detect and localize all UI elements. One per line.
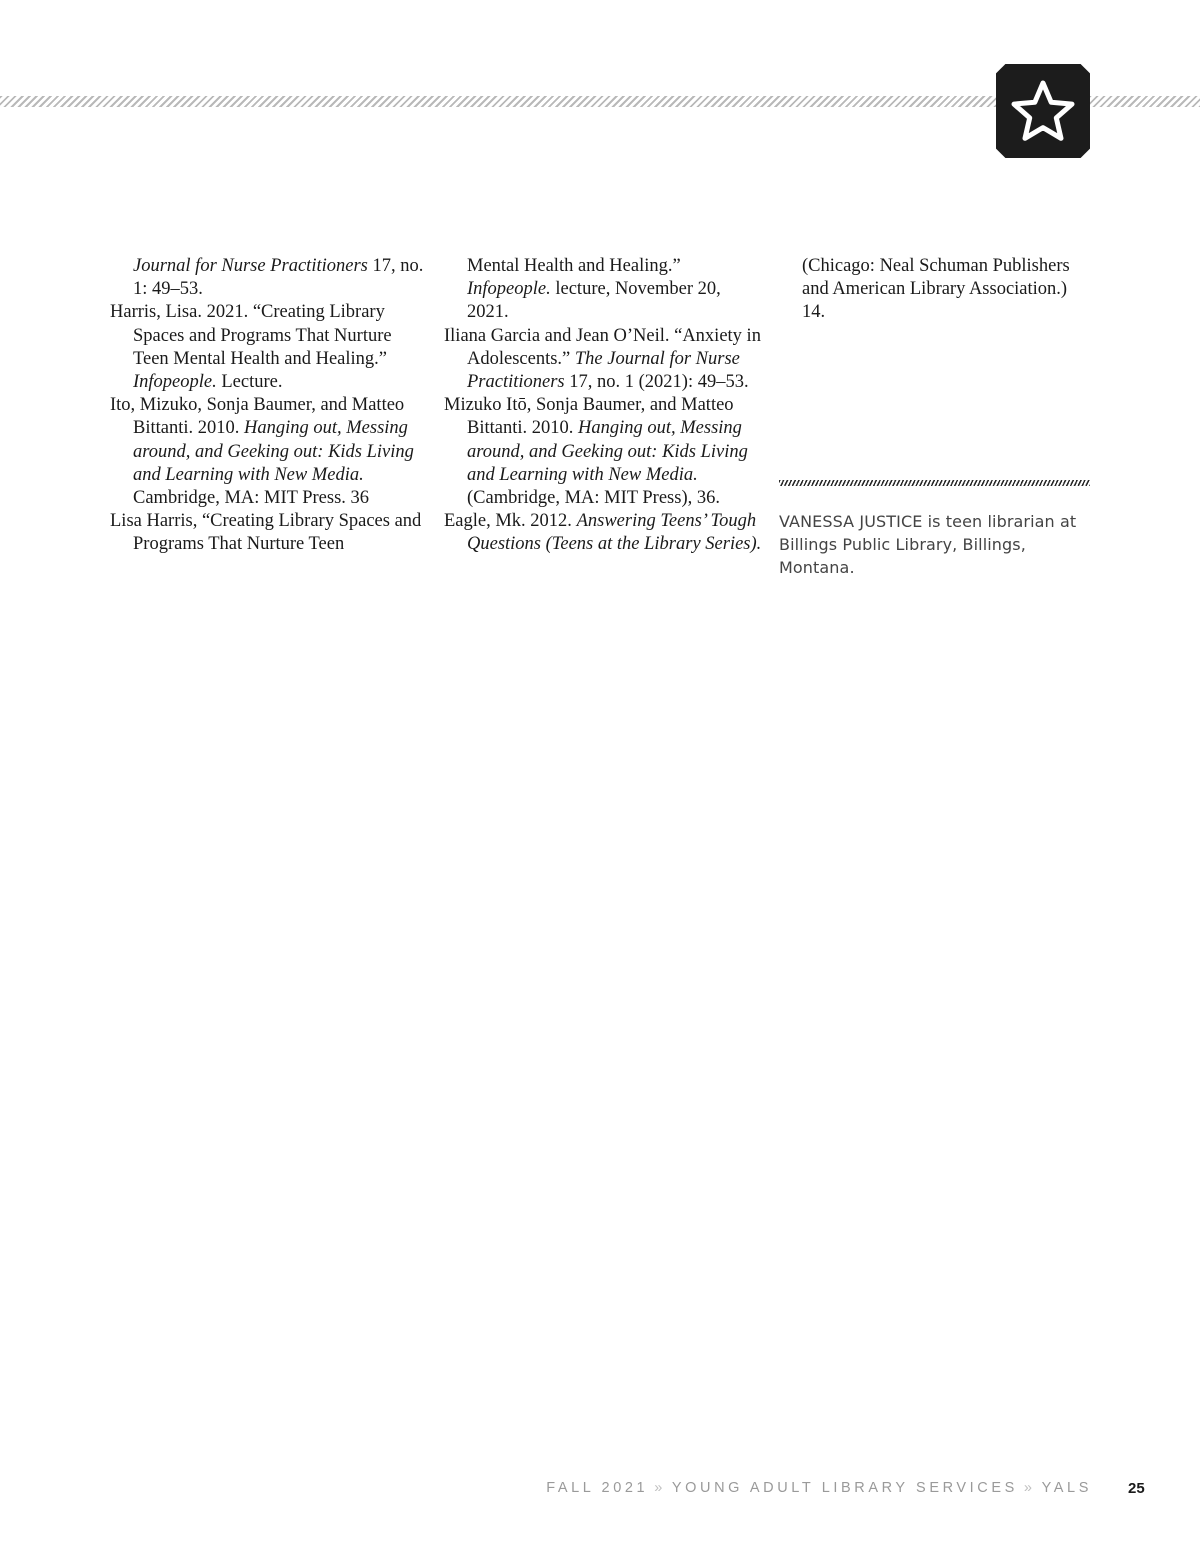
reference-entry [110, 301, 428, 394]
reference-title: Journal for Nurse Practitioners [133, 256, 368, 276]
reference-text: Eagle, Mk. 2012. [444, 511, 577, 532]
bio-divider [779, 480, 1090, 486]
footer-separator: » [654, 1480, 666, 1496]
reference-title: Answering Teens’ Tough Questions (Teens at the Library Series). [467, 511, 762, 555]
reference-entry [444, 510, 762, 556]
references-column-1 [110, 255, 428, 557]
reference-title: The Journal for Nurse Practitioners [467, 348, 740, 393]
footer-publication: YOUNG ADULT LIBRARY SERVICES [671, 1480, 1018, 1496]
star-badge [996, 64, 1090, 158]
reference-text: Lisa Harris, “Creating Library Spaces and Programs That Nurture Teen [110, 511, 422, 555]
references-column-3 [779, 255, 1091, 325]
footer-separator: » [1023, 1480, 1036, 1496]
reference-text: (Cambridge, MA: MIT Press), 36. [467, 488, 720, 509]
reference-text: 17, no. 1 (2021): 49–53. [564, 372, 749, 393]
reference-text: Lecture. [216, 372, 283, 393]
running-footer [0, 1480, 1092, 1496]
reference-entry [444, 325, 762, 395]
reference-entry [779, 255, 1091, 325]
author-bio: VANESSA JUSTICE is teen librarian at Billings Public Library, Billings, Montana. [779, 512, 1077, 577]
reference-title: Infopeople. [133, 372, 217, 393]
footer-journal: YALS [1041, 1480, 1092, 1496]
references-column-2 [444, 255, 762, 557]
reference-text: Ito, Mizuko, Sonja Baumer, and Matteo Bittanti. 2010. [110, 395, 405, 439]
reference-entry [110, 255, 428, 301]
reference-title: Hanging out, Messing around, and Geeking out: Kids Living and Learning with New Media. [133, 418, 414, 485]
reference-title: Infopeople. [467, 279, 551, 300]
reference-text: Mizuko Itō, Sonja Baumer, and Matteo Bittanti. 2010. [444, 395, 734, 439]
reference-entry [444, 255, 762, 325]
reference-entry [444, 394, 762, 510]
reference-text: Mental Health and Healing.” [467, 256, 681, 276]
footer-issue: FALL 2021 [546, 1480, 649, 1496]
reference-text: Harris, Lisa. 2021. “Creating Library Spaces and Programs That Nurture Teen Mental Health and Healing.” [110, 302, 392, 369]
reference-entry [110, 510, 428, 556]
star-icon [1010, 78, 1076, 144]
reference-text: Iliana Garcia and Jean O’Neil. “Anxiety in Adolescents.” [444, 325, 761, 369]
reference-text: lecture, November 20, 2021. [467, 279, 721, 323]
page-number: 25 [1128, 1480, 1145, 1497]
reference-title: Hanging out, Messing around, and Geeking out: Kids Living and Learning with New Media. [467, 418, 748, 485]
reference-entry [110, 394, 428, 510]
reference-text: 17, no. 1: 49–53. [133, 256, 424, 300]
reference-text: Cambridge, MA: MIT Press. 36 [133, 488, 370, 509]
reference-text: (Chicago: Neal Schuman Publishers and American Library Association.) 14. [802, 256, 1070, 323]
